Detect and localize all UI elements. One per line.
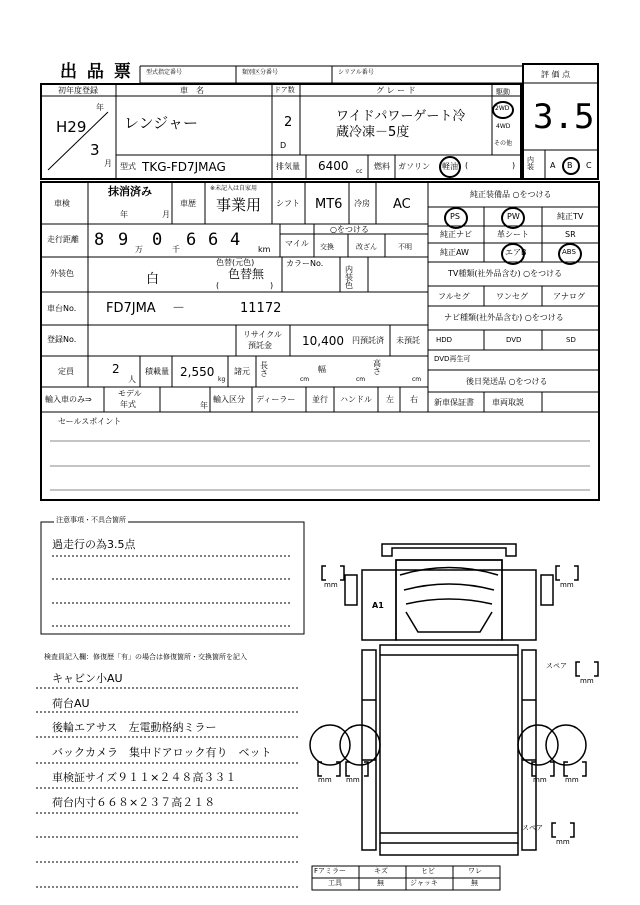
recycle-unit: 円預託済 (352, 336, 384, 345)
inspector-item-2: 荷台AU (52, 697, 90, 710)
grade-line1: ワイドパワーゲート冷 (336, 109, 466, 124)
aftermarket-title: 後日発送品 ○をつける (466, 377, 548, 386)
interior-grade-b-circle (562, 157, 580, 175)
notes-line-1: 過走行の為3.5点 (52, 538, 136, 551)
option-airbag: エアB (505, 248, 527, 257)
mm-label-spare-2: mm (556, 838, 570, 846)
ext-color-value: 白 (146, 272, 160, 287)
field-label-serial: シリアル番号 (338, 69, 374, 76)
color-no-label: カラーNo. (286, 259, 324, 268)
footer-jack-label: ジャッキ (410, 879, 438, 887)
inspection-month-label: 月 (162, 210, 170, 219)
history-label: 車歴 (180, 199, 196, 208)
interior-grade-c: C (586, 161, 592, 170)
option-pw: PW (507, 212, 520, 221)
meter-unknown: 不明 (398, 243, 412, 251)
aftermarket-manual: 車両取説 (492, 398, 524, 407)
navi-dvd: DVD (506, 336, 522, 344)
notes-title: 注意事項・不具合箇所 (56, 516, 126, 524)
navi-hdd: HDD (436, 336, 453, 344)
first-reg-label: 初年度登録 (58, 86, 98, 95)
chassis-number: 11172 (240, 301, 282, 316)
field-label-category: 類別区分番号 (242, 69, 279, 76)
repaint-paren-close: ) (270, 281, 274, 290)
mm-label-rear-2: mm (346, 776, 360, 784)
year-unit: 年 (96, 103, 104, 112)
field-label-type-designation: 型式指定番号 (146, 69, 183, 76)
mileage-unit-sen: 千 (172, 245, 180, 254)
doors-label: ドア数 (274, 86, 295, 94)
grade-label: グ レ ー ド (376, 86, 416, 95)
tv-oneseg: ワンセグ (496, 292, 528, 301)
load-label: 積載量 (145, 367, 169, 376)
eval-label: 評 価 点 (541, 70, 571, 79)
car-name-label: 車 名 (180, 86, 204, 95)
spare-label-2: スペア (522, 824, 543, 832)
mileage-digit-3: 0 (152, 230, 163, 250)
mileage-digit-2: 9 (118, 230, 129, 250)
tv-fullseg: フルセグ (438, 292, 470, 301)
interior-label: 内装 (527, 156, 534, 171)
capacity-unit: 人 (128, 375, 136, 384)
interior-grade-a: A (550, 161, 556, 170)
model-year-label-1: モデル (118, 389, 142, 398)
import-dealer: ディーラー (256, 395, 296, 404)
inspector-label: 検査員記入欄：修復歴「有」の場合は修復箇所・交換箇所を記入 (44, 653, 247, 661)
handle-label: ハンドル (340, 395, 372, 404)
capacity-label: 定員 (58, 367, 74, 376)
doors-unit: D (280, 141, 287, 150)
footer-header-scratch: キズ (374, 867, 388, 875)
interior-grade-b: B (567, 161, 573, 170)
recycle-label-2: 預託金 (248, 341, 272, 350)
mm-label-front-right: mm (560, 581, 574, 589)
model-year-label-2: 年式 (120, 400, 136, 409)
drive-4wd: 4WD (496, 123, 511, 130)
option-navi: 純正ナビ (440, 230, 472, 239)
length-cm: cm (300, 376, 310, 383)
ac-value: AC (393, 197, 411, 212)
dvd-playback: DVD再生可 (434, 355, 471, 363)
meter-swap: 交換 (320, 243, 334, 251)
displacement-unit: cc (356, 168, 363, 175)
aftermarket-warranty: 新車保証書 (434, 398, 474, 407)
int-color-label: 内装色 (345, 265, 353, 290)
repaint-label: 色替(元色) (216, 258, 255, 267)
height-cm: cm (412, 376, 422, 383)
ac-label: 冷房 (354, 199, 370, 208)
load-unit: kg (218, 376, 226, 383)
meter-tamper: 改ざん (356, 243, 377, 251)
paren-close: ) (512, 161, 516, 170)
option-airbag-circle (501, 243, 525, 265)
model-label: 型式 (120, 162, 136, 171)
fuel-label: 燃料 (374, 162, 390, 171)
chassis-dash: － (172, 301, 186, 316)
displacement-label: 排気量 (276, 162, 300, 171)
repaint-value: 色替無 (228, 267, 265, 281)
form-title: 出 品 票 (60, 62, 133, 82)
inspector-item-6: 荷台内寸６６８×２３７高２１８ (52, 796, 216, 809)
inspector-item-4: バックカメラ 集中ドアロック有り ベット (52, 746, 272, 759)
drive-label: 駆動 (496, 88, 510, 96)
drive-other: その他 (494, 140, 513, 147)
shift-label: シフト (276, 199, 300, 208)
navi-title: ナビ種類(社外品含む) ○をつける (444, 313, 564, 322)
first-reg-era: H29 (56, 118, 87, 136)
import-label: 輸入車のみ⇒ (45, 395, 92, 404)
mile-label: マイル (285, 239, 309, 248)
model-year-unit: 年 (200, 401, 208, 410)
handle-left: 左 (386, 395, 394, 404)
tv-analog: アナログ (553, 292, 585, 301)
month-unit: 月 (104, 159, 112, 168)
history-value: 事業用 (216, 196, 262, 214)
sales-point-label: セールスポイント (58, 417, 122, 426)
fuel-diesel-circle (439, 156, 461, 178)
mileage-digit-5: 6 (208, 230, 219, 250)
chassis-label: 車台No. (47, 304, 77, 313)
eval-score: 3.5 (533, 97, 595, 137)
mm-label-rear-3: mm (533, 776, 547, 784)
recycle-label-1: リサイクル (243, 330, 282, 339)
recycle-value: 10,400 (302, 334, 344, 348)
repaint-paren-open: ( (216, 281, 220, 290)
paren-open: ( (465, 161, 469, 170)
ext-color-label: 外装色 (50, 269, 74, 278)
drive-2wd: 2WD (495, 105, 510, 112)
fuel-diesel: 軽油 (442, 162, 458, 171)
drive-2wd-circle (492, 101, 514, 119)
inspector-item-1: キャビン小AU (52, 672, 123, 685)
handle-right: 右 (410, 395, 418, 404)
option-ps: PS (450, 212, 460, 221)
option-sr: SR (565, 230, 576, 239)
inspection-label: 車検 (54, 199, 70, 208)
option-tv: 純正TV (557, 212, 584, 221)
mm-label-front-left: mm (324, 581, 338, 589)
footer-jack-value: 無 (471, 879, 478, 887)
footer-header-crack: ヒビ (421, 867, 435, 875)
recycle-not: 未預託 (396, 336, 420, 345)
mm-label-rear-1: mm (318, 776, 332, 784)
footer-tools-value: 無 (377, 879, 384, 887)
fuel-gasoline: ガソリン (398, 162, 430, 171)
mileage-unit-man: 万 (135, 245, 143, 254)
option-abs-circle (558, 243, 582, 265)
option-aw: 純正AW (440, 248, 469, 257)
tv-title: TV種類(社外品含む) ○をつける (448, 269, 563, 278)
option-ps-circle (444, 207, 468, 229)
mileage-digit-4: 6 (186, 230, 197, 250)
footer-tools-label: 工具 (328, 879, 342, 887)
genuine-title: 純正装備品 ○をつける (470, 190, 552, 199)
mileage-label: 走行距離 (47, 235, 79, 244)
grade-line2: 蔵冷凍－5度 (336, 125, 410, 140)
meter-circle-note: ○をつける (330, 225, 369, 234)
navi-sd: SD (566, 336, 576, 344)
doors-value: 2 (284, 115, 293, 130)
width-cm: cm (356, 376, 366, 383)
mileage-digit-1: 8 (94, 230, 105, 250)
width-label: 幅 (318, 365, 326, 374)
reg-no-label: 登録No. (47, 335, 77, 344)
inspector-item-5: 車検証サイズ９１１×２４８高３３１ (52, 771, 237, 784)
dims-label: 諸元 (234, 367, 250, 376)
displacement-value: 6400 (318, 159, 349, 173)
inspection-value: 抹消済み (108, 185, 152, 198)
chassis-prefix: FD7JMA (106, 301, 156, 316)
model-value: TKG-FD7JMAG (142, 160, 226, 174)
length-label: 長さ (260, 361, 268, 378)
footer-header-mirror: Fアミラー (314, 867, 347, 875)
height-label: 高さ (373, 359, 381, 376)
inspection-year-label: 年 (120, 210, 128, 219)
first-reg-month: 3 (90, 141, 100, 159)
shift-value: MT6 (315, 197, 343, 212)
option-abs: ABS (562, 248, 576, 256)
mileage-digit-6: 4 (230, 230, 241, 250)
capacity-value: 2 (112, 362, 120, 376)
option-leather: 革シート (497, 230, 529, 239)
mm-label-rear-4: mm (565, 776, 579, 784)
footer-header-break: ワレ (468, 867, 482, 875)
inspector-item-3: 後輪エアサス 左電動格納ミラー (52, 721, 217, 734)
spare-label-1: スペア (546, 662, 567, 670)
car-name: レンジャー (124, 114, 198, 132)
option-pw-circle (501, 207, 525, 229)
import-class-label: 輸入区分 (213, 395, 245, 404)
damage-mark-a1: A1 (372, 601, 384, 610)
mm-label-spare-1: mm (580, 677, 594, 685)
import-parallel: 並行 (312, 395, 328, 404)
mileage-unit-km: km (258, 245, 271, 254)
load-value: 2,550 (180, 365, 215, 379)
history-note: ※未記入は自家用 (210, 185, 258, 192)
